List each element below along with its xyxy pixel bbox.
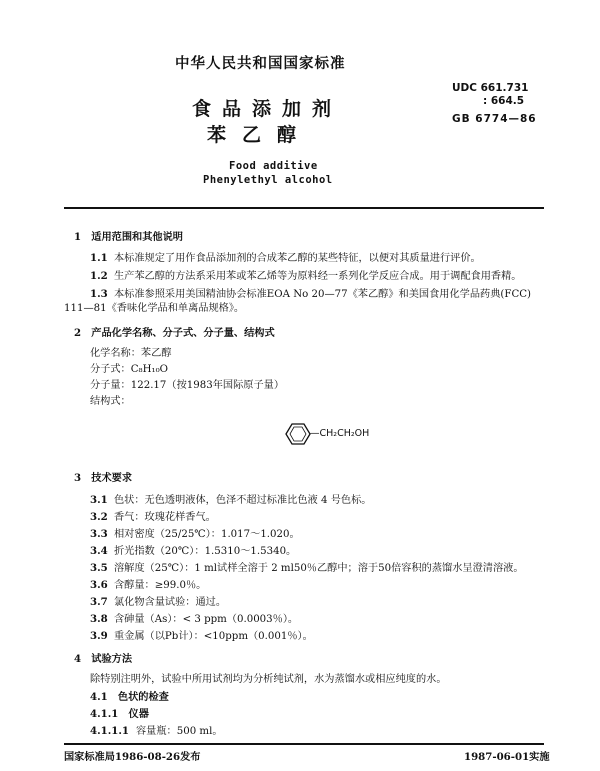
item-text: 色状：无色透明液体，色泽不超过标准比色液 4 号色标。 [114, 495, 372, 506]
item-number: 3.9 [90, 630, 108, 642]
item-number: 3.7 [90, 596, 108, 608]
benzene-ring-structure [282, 419, 392, 449]
clause-number: 1.1 [90, 252, 108, 264]
clause-text: 生产苯乙醇的方法系采用苯或苯乙烯等为原料经一系列化学反应合成。用于调配食用香精。 [114, 271, 522, 282]
clause-text: 容量瓶：500 ml。 [136, 726, 223, 737]
clause-number: 4.1.1.1 [90, 725, 129, 737]
item-number: 3.2 [90, 511, 108, 523]
footer-divider [64, 743, 544, 745]
clause-text: 本标准规定了用作食品添加剂的合成苯乙醇的某些特征，以便对其质量进行评价。 [114, 253, 481, 264]
clause-4-1: 4.1 色状的检查 [90, 691, 169, 703]
requirement-item [90, 511, 216, 524]
effective-date: 1987-06-01实施 [464, 751, 550, 763]
item-number: 3.6 [90, 579, 108, 591]
english-subtitle: Phenylethyl alcohol [203, 174, 333, 186]
item-number: 3.5 [90, 562, 108, 574]
document-title: 食品添加剂 [192, 98, 343, 120]
clause-number: 1.2 [90, 270, 108, 282]
item-text: 香气：玫瑰花样香气。 [114, 512, 216, 523]
clause-1-1 [90, 252, 481, 265]
clause-4-1-1: 4.1.1 仪器 [90, 708, 149, 720]
item-number: 3.1 [90, 494, 108, 506]
item-number: 3.3 [90, 528, 108, 540]
english-title: Food additive [229, 160, 318, 172]
requirement-item [90, 545, 296, 558]
section-1-heading: 1 适用范围和其他说明 [74, 231, 183, 243]
requirement-item [90, 579, 206, 592]
item-text: 折光指数（20℃）：1.5310～1.5340。 [114, 546, 297, 557]
udc-code-sub: : 664.5 [483, 95, 525, 107]
clause-1-2 [90, 270, 522, 283]
item-text: 含砷量（As）：< 3 ppm（0.0003％）。 [114, 614, 299, 625]
requirement-item [90, 494, 371, 507]
udc-code: UDC 661.731 [452, 82, 529, 94]
clause-1-3 [90, 288, 531, 301]
structural-formula-label: 结构式： [90, 396, 131, 407]
molecular-weight: 分子量：122.17（按1983年国际原子量） [90, 380, 285, 391]
molecular-formula: 分子式：C₈H₁₀O [90, 364, 169, 375]
section-2-heading: 2 产品化学名称、分子式、分子量、结构式 [74, 327, 275, 339]
item-number: 3.4 [90, 545, 108, 557]
requirement-item [90, 630, 313, 643]
section-4-heading: 4 试验方法 [74, 653, 133, 665]
item-text: 溶解度（25℃）：1 ml试样全溶于 2 ml50％乙醇中；溶于50倍容积的蒸馏水呈澄清溶液。 [114, 563, 524, 574]
clause-1-3-continued: 111—81《香味化学品和单离品规格》。 [64, 303, 245, 314]
clause-4-1-1-1 [90, 725, 223, 738]
chemical-name: 化学名称：苯乙醇 [90, 348, 172, 359]
item-text: 氯化物含量试验：通过。 [114, 597, 227, 608]
clause-number: 1.3 [90, 288, 108, 300]
item-text: 重金属（以Pb计）：<10ppm（0.001％）。 [114, 631, 313, 642]
test-method-intro: 除特别注明外，试验中所用试剂均为分析纯试剂，水为蒸馏水或相应纯度的水。 [90, 674, 447, 685]
requirement-item [90, 562, 524, 575]
document-subtitle: 苯乙醇 [207, 124, 313, 146]
header-divider [64, 207, 544, 209]
requirement-item [90, 613, 298, 626]
side-chain-label: —CH₂CH₂OH [310, 428, 370, 439]
requirement-item [90, 596, 226, 609]
item-number: 3.8 [90, 613, 108, 625]
gb-standard-code: GB 6774—86 [452, 113, 537, 125]
item-text: 相对密度（25/25℃）：1.017～1.020。 [114, 529, 300, 540]
section-3-heading: 3 技术要求 [74, 472, 133, 484]
national-standard-heading: 中华人民共和国国家标准 [175, 55, 346, 72]
clause-text: 本标准参照采用美国精油协会标准EOA No 20—77《苯乙醇》和美国食用化学品药典(FCC) [114, 289, 532, 300]
issue-date: 国家标准局1986-08-26发布 [64, 751, 201, 763]
requirement-item [90, 528, 300, 541]
item-text: 含醇量：≥99.0％。 [114, 580, 207, 591]
